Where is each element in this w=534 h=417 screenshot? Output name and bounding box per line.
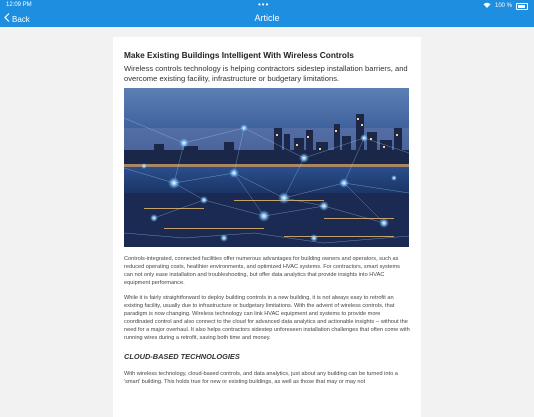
article-paragraph: Controls-integrated, connected facilities offer numerous advantages for building owners and operators, such as reduced operating costs, healthier environments, and optimized HVAC systems. For contractors, smart systems can not only ease installation and troubleshooting, but offer data analytics that provide insights into HVAC equipment performance.	[124, 256, 400, 286]
article-headline: Make Existing Buildings Intelligent With Wireless Controls	[124, 50, 354, 60]
page-title: Article	[254, 13, 280, 23]
navigation-bar	[0, 10, 534, 27]
article-card	[113, 37, 421, 417]
article-subhead: Wireless controls technology is helping contractors sidestep installation barriers, and overcome existing facility, infrastructure or budgetary limitations.	[124, 64, 408, 83]
battery-percent: 100 %	[494, 3, 512, 9]
multitasking-dots[interactable]: •••	[258, 0, 270, 9]
status-time: 12:09 PM	[6, 2, 32, 8]
section-heading: CLOUD-BASED TECHNOLOGIES	[124, 352, 240, 361]
article-paragraph: With wireless technology, cloud-based controls, and data analytics, just about any building can be turned into a 'smart' building. This holds true for new or existing buildings, as well as those that may or may not	[124, 371, 398, 385]
back-label: Back	[12, 14, 30, 24]
article-paragraph: While it is fairly straightforward to deploy building controls in a new building, it is not always easy to retrofit an existing facility, usually due to infrastructure or budgetary limitations. With the advent of wireless controls, that paradigm is now changing. Wireless technology can link HVAC equipment and systems to provide more coordinated control and also connect to the cloud for advanced data analytics and actionable insights -- without the need for a major overhaul. It also helps contractors sidestep unforeseen installation challenges that often come with running wires during a retrofit, saving both time and money.	[124, 295, 410, 341]
status-right	[483, 2, 528, 10]
status-bar	[0, 0, 534, 10]
battery-icon	[516, 3, 528, 10]
hero-image	[124, 88, 409, 247]
wifi-icon	[483, 2, 491, 10]
